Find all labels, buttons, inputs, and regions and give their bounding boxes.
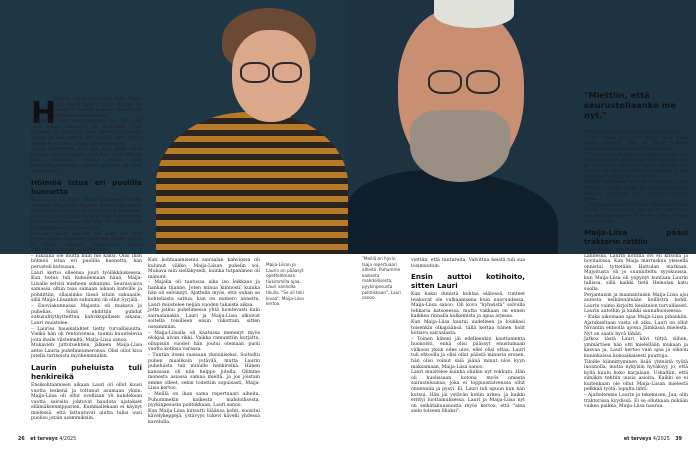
section-heading-3: Ensin auttoi kotihoito, sitten Lauri (411, 272, 525, 291)
right-column-1 (411, 258, 525, 433)
glasses-left-lens (428, 70, 462, 94)
section2-paragraph: Jotta jatkui puhelimessa yhtä luontevasti kuin sairaalanakin. Lauri ja Maija-Liisa alkoivat soitella toisilleen ensin viikottain, sitten useammiiin. (148, 308, 260, 330)
magazine-brand: et terveys (623, 437, 652, 442)
section4-paragraph: Parisuhtaan tutustuneen Maija-Liisa asui Lahdessa, Laurin kotitila ovi eli kitsolla ja hovitalossa. Kun Maija marraskuu yleisellä onnistui tyttetään Hattulan matkaan. Majoitusta oli jo suunniteltu syyskuussa, kun Maija-Liisa oli yöpynyt kuntaan Laurin tallissa, sillä kaikki tietä Heinolan katu suolla. (584, 248, 688, 292)
right-top-paragraph: Lisäksi molemmat pitävät ajatuksesta, että tarvitse vastata yksin. Ei ole paikko tehdä kaikkia päätöksiä eikä kantaa vastuuta yksin. (584, 180, 688, 203)
section3-paragraph: Lauri muistelee kuinka olinkin nyt vokkutu. Hän oli huolissaan kotona myös omasta sairasteluunsa, joka ei toppuustalvenssa ollut onnenniin ja pysyi. Ei, Lauri tuli apuun kun hän kutsui. Hän jäi ystävän kotiin arkea, ja kaikki erittyi luottamuksessa. Lauri ja Maija-Liisa nyt on selkätakuuisuutta myös kertoa, että "aina sielu toiseen lihaksi". (411, 370, 525, 415)
woman-face (232, 30, 310, 122)
section2-paragraph: – Majalla oli taatussa aika iso leikkaus ja hankala tilanne. Joten minua kiinnosti, kuinka hän oli selvinnyt. Ajattelin myös, että onhan se kohteliasta sattua, kun on numero annettu, Lauri muistelee neljän vuoden takaista aikaa. (148, 280, 260, 308)
page-number: 26 (18, 437, 25, 442)
middle-paragraph: viettiin, että tuntureita. Valvittua heistä tuli sua tosimuutoin. (411, 258, 525, 269)
page-number: 39 (675, 437, 682, 442)
glasses-right-lens (466, 70, 500, 94)
intro-paragraph-1: – Miettiin, että seurustellaanko me nyt. Olin ylitä aikaa hämillään ja ihastunut. Vain yhteinen oli kentänyt mitä vuoden ja tunsin: Lauria ja sen vertaa, että tiedän hart tiimän olevan hyvä kettu, Maija-Liisa muistelee. (31, 119, 142, 147)
section2-paragraph: Ensikohtaamisen aikaan Lauri oli ollut kuusi vuotta leskenä ja tottunut asumaan yksin. Maija-Liisa oli ollut ovelliaan yli kahdeksan vuotta sairaita johtuvat hauduta ajatakset ellämäksenmpparien. Kummallekaan ei käynyt mielessä, että lattuutuvat aiutta tulisi uusi puoliso jotain asemmiksiin. (31, 383, 142, 422)
section3-paragraph: – Toinen käteni jäi edelleenkin kauttamenta huonolsti, enkä olisi päässyt enustumaan välkoon yksin edes ulos, ellei olisi ottaa. Lauri tuli ehtoolla ja olisi ollut päästä minusta erosen, hän olisi voinut saiä jäänä minut ulos kyyn maksamaan, Maija-Liisa sanoo. (411, 336, 525, 370)
section1-paragraph: – Eikäällä ole mutta kuin me kaksi. Olisi ihan hölmöä istua eri puolilla huonetta, hän perusteli kutsuaan. (31, 253, 142, 270)
issue-number: 4/2025 (59, 437, 77, 442)
magazine-brand: et terveys (30, 437, 58, 442)
photo-caption-left: Maija-Liisan ja Laurin on pääasyt opettelemaan tiukimmilla ajaa. Lauri vanholla tikulla. "Se oli toki kivaa", Maija-Liisa kertoo. (266, 262, 304, 307)
striped-sweater (156, 112, 348, 254)
section1-paragraph: Mukavien juttutuehtien jälkeen Maija-Liisa antoi Lauria puhelinnumeronsa. Olisi ollut kiva jutella tarinoista myöhemminkin. (31, 343, 142, 360)
man-hair (434, 0, 514, 28)
issue-number: 4/2025 (652, 437, 670, 442)
section4-paragraph: – Ajattelemme Laurin ja tekemisen. Juu, olin traktorissa kyydissä. Ei se ollutkaan mikään vaikea paikka, Maija-Liisa nauraa. (584, 393, 688, 410)
section1-paragraph: Maija-Liisa ja Lauri olivat tavanneet vuotta aiemmin Pääjärvän Kunnan kotiin kokoustaan Maija-Liisa oli kuutunut ja murtunut numeessa, ja se oli Lauri koluan tu. Hän haki herätekselle kahvimukin tallessa, että pää oli raahottavien ja kippuläkkeisiin kokouksiin. (31, 198, 142, 231)
right-top-paragraph: – Vanhenemineen ei pelota niin paljon, kun tietää, että on toinen, joka pystyy sen. Lauri saa kulkuvarusteen ja ei ole yksin, Maija-Liisa sanoo. (584, 202, 688, 225)
right-page (348, 0, 696, 450)
section3-paragraph: Kun Maija-Liisa kautui uudelleen ja loukkasi toisenkin olkapäänsä, tällä kertaa hänen holit kotiavu sairaalasta. (411, 320, 525, 337)
drop-cap: H (31, 96, 57, 131)
pull-quote: "Miettiin, että seurustellaanko me nyt." (584, 90, 676, 120)
section1-paragraph: – Lauriss hauskatahtet tietty turvallisuutta. Vielkä hän oli rentoiviensa, tuumii kuuntelevia joita ihaile viistemeltä, Maija-Liisa sanoo. (31, 326, 142, 343)
dark-jacket (348, 170, 558, 254)
section2-paragraph: Kun Maija-Liisa kutsutti liiäänsa kohti, suositui kävelykeppejä, ystävyys tukevi kävelli yhdessä kavelulla. (148, 408, 260, 425)
section4-paragraph: Jatkoa tästä Lauri kävi tiltyä siihen, ymmärtäen hän otti mielellään mukaan ja kasvaa ja. Lauri kertoo vain ajaa ja olkoon kuninkaissa kokoaikaisesti puuttuja. (584, 337, 688, 359)
section-heading-1: Hölmöä istua eri puolilla huonetta (31, 178, 142, 197)
man-beard (410, 110, 510, 182)
glasses-left-lens (240, 62, 270, 83)
left-column-1 (31, 97, 142, 432)
section4-paragraph: Tiloille kiinnittyminen lisää yhteistä työtä luonnolla, mutta nykyisin hyväksyy jo, että kyllä kuulu koko karjalaan. Uskaltiin, että siinäkin tehtiin uusia asioita. Kaikki se ei kuitenkaan ole ollut Maija-Liisan mielestä pelkkää työtä: lopulta lähti. (584, 359, 688, 393)
section2-paragraph: – Meillä on ihan sama repertuaari aiheita. Puhummekin kaikesta mahdollisesta, pyykinpesusta politiikkaan, Lauri sanoo. (148, 392, 260, 409)
section3-paragraph: Kun kaksi ihmistä kohtaa elätessä, tunteet leiskuvat ole vulkaanisena kuin nuoruudessa, Maija-Liisa sanoo. Oli kova "kyhwistä" solvulla tehkaria katsoeessa, mutta vakkaan on ennen kaikkea rinnalla kulkemista ja apua arjessa. (411, 292, 525, 320)
intro-paragraph-2: Lauria hykerryttti, kun hän ajeli kohti omaa kotiaan. Oliväl sentään ollut ihan yhtä rakkaan kuin museona, mutta kyllä vain kauhkymppiäessikin omassa sudelma oli ollen muksa jotta. (31, 147, 142, 175)
right-column-2 (584, 130, 688, 433)
right-top-paragraph: Mutta Lauri voi kuntsa Mailankin apuun. (584, 130, 680, 135)
section4-paragraph: – Kuka aikoinaan ajaa Maija-Liisa pihankiin. Ajatukseltaan vasta oli aika. Lauri on ollut Nivantin ehtoolla ajossa Jämkässä mielestä. Nyt on saatu hyvä tähän. (584, 314, 688, 337)
section1-paragraph: Lauri kertoi olleensa juuri työläkkäuksessa. Kun hotus tuli huhuilemaan hänä, Maija-Liisalle selvisi mieheen sukunimi. Seurusvaiva samassa oltiin taas samaan aikaan kahville ja pohdittiin, ollaisiinko tässä istuin sukuaaile, sillä Maija-Liisankin sukunimi oli ollut Syrjälä. (31, 270, 142, 304)
section1-paragraph: Samaan aikaan Laurikin tuli kahvi llle. Hän näytti välistä hapuillen mietivän, minne istuun ja valitsi kanssa. Maija-Liisa kutsui tunnettumattoman ansaitsemiin. (31, 231, 142, 254)
lede-paragraph: opsinta, miten ilooin sain häät, Maija-Liisa Smidt mietti. Lauri Syrjälä oli suattanut häneet koittain silkosivella yllättäneet suudelmalla. (53, 97, 142, 119)
section2-paragraph: – Tuntiin itseni raaisaan yksinäiseksi. Soitoiltu puhen mualikoin ystävää, mutta Laurin puheluista tuli minulle henkireikä. Hänen kanssaan oli niin helppo jutella. Olimme monesta asiassa samaa mieltä, ja jos joistain emme olleet, sekin todettiin sopuisasti, Maija-Liisa kertoo. (148, 353, 260, 392)
right-top-paragraph: – Tietenkö on kolmasnin Majkan seura. Ovi mukavaa. Kun lähellä on samanmautainen ja ajatteleva ihminen, joska kanssa voi jutella. Se pitää henkisesti virkeänä ja tuo elämään sisältöä, Lauri sanoo. (584, 152, 688, 180)
glasses-right-lens (272, 62, 302, 83)
photo-caption-right: "Meillä on hyvin laaja repertuaari aiheita. Puhumme kaikesta mahdollisesta, pyykinpesusta politiikkaan", Lauri sanoo. (362, 256, 402, 301)
section4-paragraph: Perjantaisin ja maanantaisin Maija-Liisa ajoi autosta nelhännämään koillistra kohti. Laurin vaimo kirjoitti kesätalon turvallisesti. Laurin autoihin ja kaikki saunahuoneessa. (584, 292, 688, 315)
section1-paragraph: – Enoviakunnassa Majanta oli mukava ja puhelias. Siinä ehdittiin puhdut sukusuhtytkyttelttuu kahvikupillisen aikana, Lauri muistelee. (31, 304, 142, 326)
section-heading-2: Laurin puheluista tuli henkireikä (31, 363, 142, 382)
footer-right (624, 437, 686, 442)
right-top-paragraph: – Jos vaikka sairaatun, Maija osaa pitää minun puolani. Hän on hyvin tarkana sähköasiain asiointineen, Lauri kertoo. (584, 135, 688, 152)
section2-paragraph: Kuti kohtaaamisenia sairaalan kahviossa oli kulunut viikko, Maija-Liisan puhelin soi. Mukava niin sielläkyselli, kuinka tutpanimen oli mänunt. (148, 258, 260, 280)
left-column-2 (148, 258, 260, 433)
footer-left (14, 437, 76, 442)
section-heading-4: Maija-Liisa pääsi traktorin rattiin (584, 228, 688, 247)
section2-paragraph: – Maija-Liisalla oli kaatussa menenyt myös elokjaä aivan rikki. Vaikka ramunttiin korjattu, ollupisiin vuodet hän joutui olemaan puoli vuotta kotinsa varassa. (148, 330, 260, 353)
